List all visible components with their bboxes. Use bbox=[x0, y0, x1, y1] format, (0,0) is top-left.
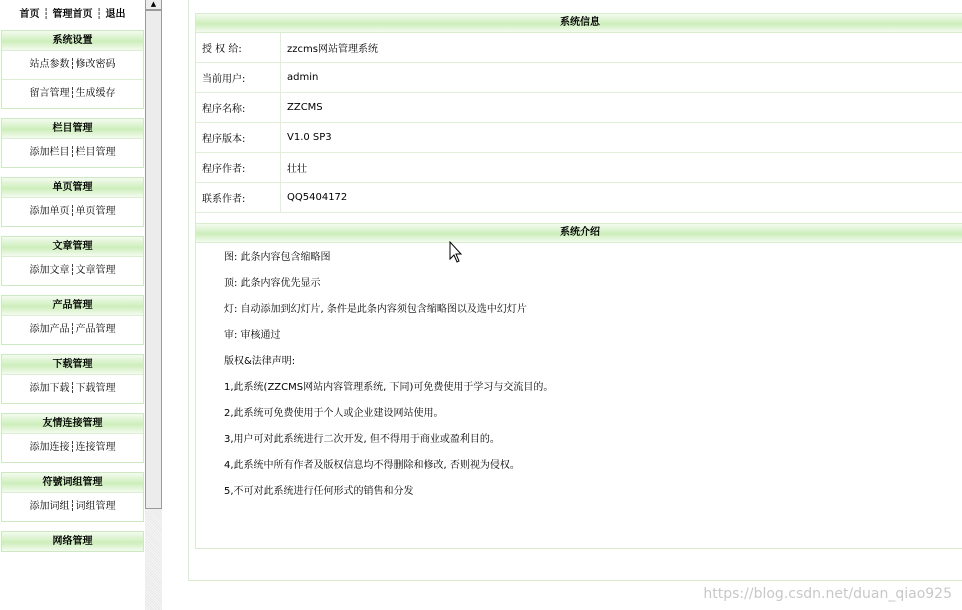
menu-row bbox=[2, 374, 143, 403]
menu-separator: ┆ bbox=[69, 59, 76, 70]
menu-link[interactable]: 生成缓存 bbox=[75, 88, 116, 99]
intro-line: 审: 审核通过 bbox=[224, 330, 281, 341]
nav-separator: ┆ bbox=[42, 9, 50, 20]
info-value: 壮壮 bbox=[281, 153, 962, 183]
watermark: https://blog.csdn.net/duan_qiao925 bbox=[703, 586, 952, 602]
system-intro-title: 系统介绍 bbox=[196, 223, 962, 243]
intro-line: 5,不可对此系统进行任何形式的销售和分发 bbox=[224, 486, 414, 497]
table-row bbox=[196, 93, 962, 123]
info-value: zzcms网站管理系统 bbox=[281, 33, 962, 63]
menu-block bbox=[1, 413, 144, 463]
admin-home-link[interactable]: 管理首页 bbox=[52, 9, 93, 20]
menu-row bbox=[2, 256, 143, 285]
scrollbar-thumb[interactable] bbox=[145, 10, 162, 509]
top-nav bbox=[0, 0, 145, 30]
nav-separator: ┆ bbox=[95, 9, 103, 20]
arrow-up-icon[interactable]: ▲ bbox=[145, 0, 162, 10]
main-content bbox=[195, 13, 962, 549]
menu-row bbox=[2, 138, 143, 167]
menu-section-title: 友情连接管理 bbox=[2, 414, 143, 433]
menu-link[interactable]: 添加文章 bbox=[29, 265, 70, 276]
table-row bbox=[196, 33, 962, 63]
menu-block bbox=[1, 30, 144, 109]
menu-section-title: 符號词组管理 bbox=[2, 473, 143, 492]
menu-separator: ┆ bbox=[69, 442, 76, 453]
logout-link[interactable]: 退出 bbox=[105, 9, 126, 20]
menu-link[interactable]: 添加单页 bbox=[29, 206, 70, 217]
menu-row bbox=[2, 492, 143, 521]
menu-separator: ┆ bbox=[69, 88, 76, 99]
mouse-pointer-icon bbox=[449, 241, 463, 265]
info-label: 当前用户: bbox=[196, 63, 281, 93]
system-intro-text bbox=[196, 243, 962, 505]
menu-row bbox=[2, 433, 143, 462]
menu-row bbox=[2, 79, 143, 108]
intro-line: 版权&法律声明: bbox=[224, 356, 296, 367]
menu-row bbox=[2, 315, 143, 344]
menu-separator: ┆ bbox=[69, 147, 76, 158]
sidebar-menu bbox=[0, 30, 145, 552]
menu-link[interactable]: 添加栏目 bbox=[29, 147, 70, 158]
intro-line: 1,此系统(ZZCMS网站内容管理系统, 下同)可免费使用于学习与交流目的。 bbox=[224, 382, 554, 393]
menu-separator: ┆ bbox=[69, 265, 76, 276]
menu-link[interactable]: 文章管理 bbox=[75, 265, 116, 276]
menu-block bbox=[1, 354, 144, 404]
menu-link[interactable]: 添加产品 bbox=[29, 324, 70, 335]
menu-link[interactable]: 连接管理 bbox=[75, 442, 116, 453]
info-label: 程序作者: bbox=[196, 153, 281, 183]
vertical-scrollbar[interactable] bbox=[145, 0, 162, 610]
intro-line: 灯: 自动添加到幻灯片, 条件是此条内容须包含缩略图以及选中幻灯片 bbox=[224, 304, 527, 315]
menu-block bbox=[1, 236, 144, 286]
menu-link[interactable]: 添加下载 bbox=[29, 383, 70, 394]
menu-section-title: 产品管理 bbox=[2, 296, 143, 315]
info-label: 授 权 给: bbox=[196, 33, 281, 63]
system-info-title: 系统信息 bbox=[196, 14, 962, 33]
menu-link[interactable]: 栏目管理 bbox=[75, 147, 116, 158]
menu-link[interactable]: 添加连接 bbox=[29, 442, 70, 453]
table-row bbox=[196, 183, 962, 213]
menu-section-title: 单页管理 bbox=[2, 178, 143, 197]
menu-link[interactable]: 修改密码 bbox=[75, 59, 116, 70]
menu-separator: ┆ bbox=[69, 324, 76, 335]
menu-section-title: 系统设置 bbox=[2, 31, 143, 50]
menu-block bbox=[1, 531, 144, 552]
menu-section-title: 文章管理 bbox=[2, 237, 143, 256]
menu-link[interactable]: 站点参数 bbox=[29, 59, 70, 70]
menu-row bbox=[2, 197, 143, 226]
info-value: V1.0 SP3 bbox=[281, 123, 962, 153]
info-value: QQ5404172 bbox=[281, 183, 962, 213]
menu-row bbox=[2, 50, 143, 79]
menu-link[interactable]: 单页管理 bbox=[75, 206, 116, 217]
intro-line: 2,此系统可免费使用于个人或企业建设网站使用。 bbox=[224, 408, 444, 419]
menu-separator: ┆ bbox=[69, 206, 76, 217]
info-value: ZZCMS bbox=[281, 93, 962, 123]
menu-section-title: 下载管理 bbox=[2, 355, 143, 374]
menu-section-title: 栏目管理 bbox=[2, 119, 143, 138]
menu-block bbox=[1, 177, 144, 227]
intro-line: 3,用户可对此系统进行二次开发, 但不得用于商业或盈利目的。 bbox=[224, 434, 500, 445]
menu-separator: ┆ bbox=[69, 383, 76, 394]
menu-link[interactable]: 添加词组 bbox=[29, 501, 70, 512]
menu-section-title: 网络管理 bbox=[2, 532, 143, 551]
home-link[interactable]: 首页 bbox=[19, 9, 40, 20]
intro-line: 顶: 此条内容优先显示 bbox=[224, 278, 321, 289]
left-menu-frame bbox=[0, 0, 145, 610]
info-label: 联系作者: bbox=[196, 183, 281, 213]
menu-link[interactable]: 下载管理 bbox=[75, 383, 116, 394]
table-row bbox=[196, 63, 962, 93]
system-info-table bbox=[196, 33, 962, 213]
menu-link[interactable]: 留言管理 bbox=[29, 88, 70, 99]
main-frame bbox=[188, 0, 962, 581]
info-label: 程序名称: bbox=[196, 93, 281, 123]
table-row bbox=[196, 123, 962, 153]
menu-separator: ┆ bbox=[69, 501, 76, 512]
info-label: 程序版本: bbox=[196, 123, 281, 153]
menu-block bbox=[1, 472, 144, 522]
menu-link[interactable]: 词组管理 bbox=[75, 501, 116, 512]
info-value: admin bbox=[281, 63, 962, 93]
intro-line: 图: 此条内容包含缩略图 bbox=[224, 252, 331, 263]
intro-line: 4,此系统中所有作者及版权信息均不得删除和修改, 否则视为侵权。 bbox=[224, 460, 520, 471]
menu-block bbox=[1, 118, 144, 168]
table-row bbox=[196, 153, 962, 183]
menu-link[interactable]: 产品管理 bbox=[75, 324, 116, 335]
menu-block bbox=[1, 295, 144, 345]
